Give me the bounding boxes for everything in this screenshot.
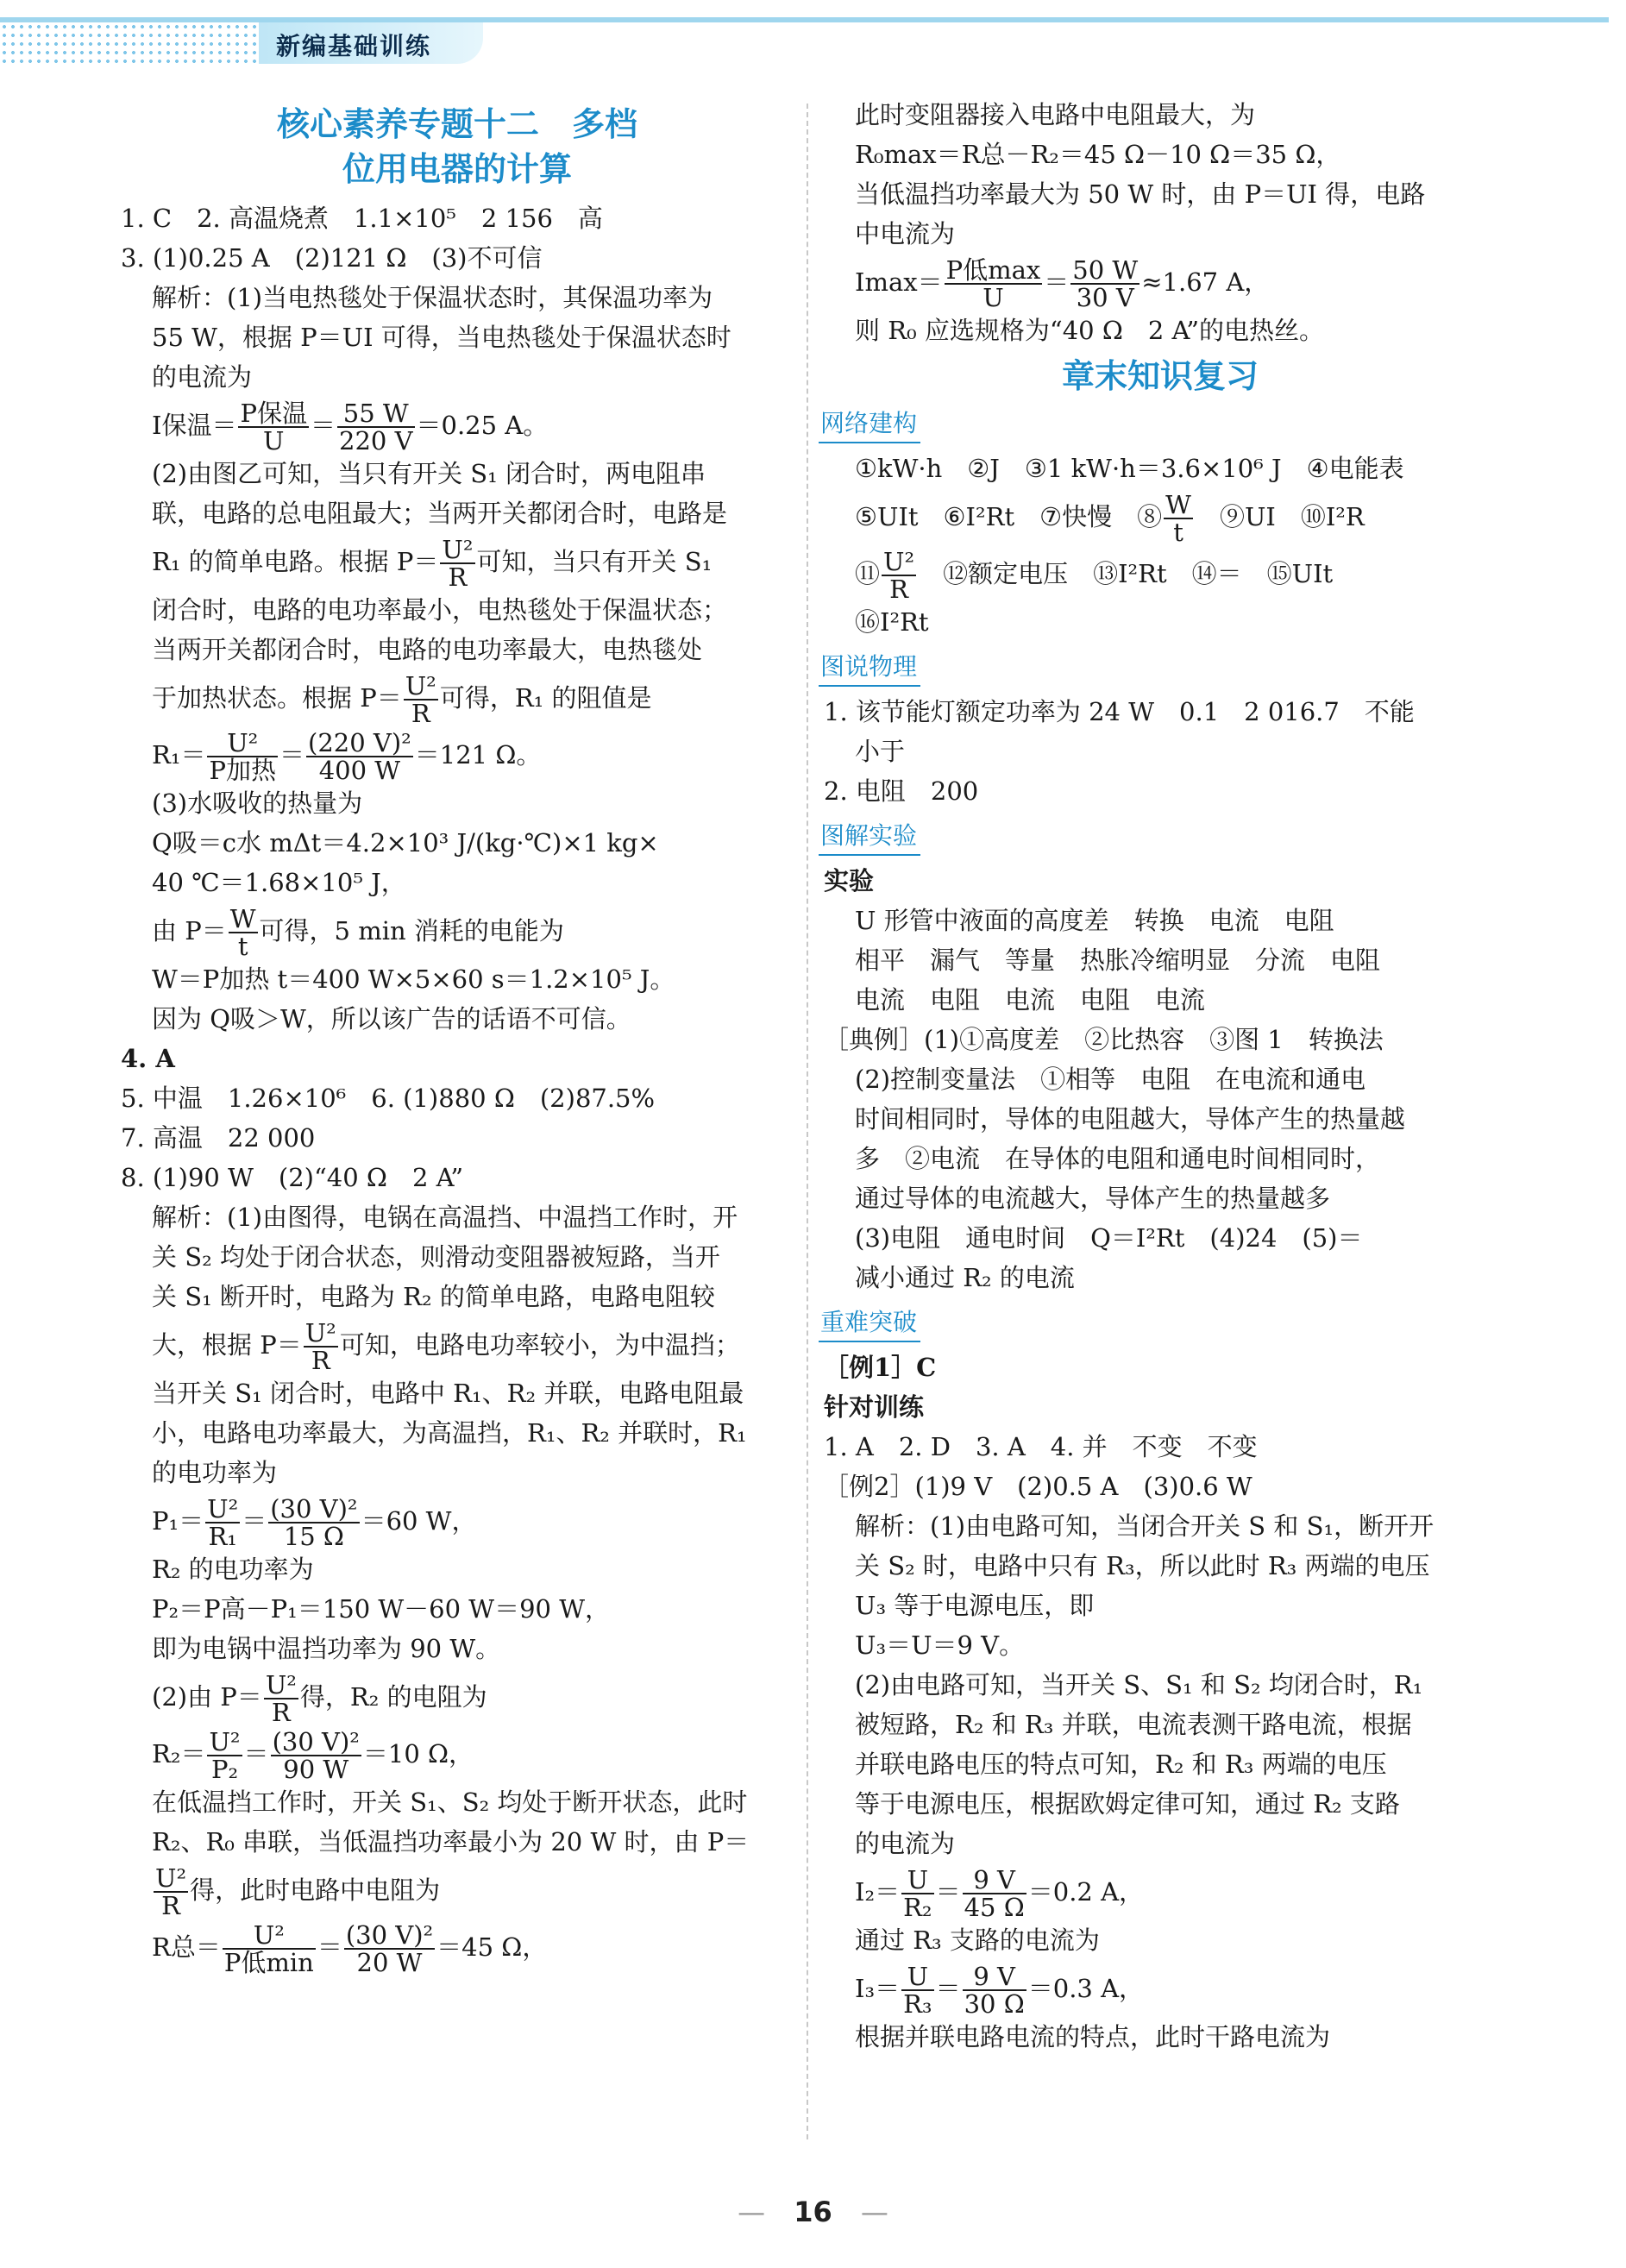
numerator: U² <box>207 1494 239 1524</box>
analysis-line: 解析：(1)由电路可知，当闭合开关 S 和 S₁，断开开 <box>855 1511 1435 1541</box>
formula-text: R₁ 的简单电路。根据 P＝ <box>152 547 439 576</box>
chapter-review-title: 章末知识复习 <box>1061 356 1259 395</box>
numerator: U² <box>207 730 278 757</box>
example-line: 时间相同时，导体的电阻越大，导体产生的热量越 <box>855 1104 1406 1134</box>
fraction <box>207 730 278 783</box>
denominator: R₁ <box>208 1522 237 1551</box>
example-line: (3)电阻 通电时间 Q＝I²Rt (4)24 (5)＝ <box>855 1223 1363 1253</box>
analysis-line: (2)由图乙可知，当只有开关 S₁ 闭合时，两电阻串 <box>152 459 706 488</box>
knowledge-line-with-formula <box>824 545 1497 602</box>
section-illustrated-physics: 图说物理 <box>819 650 920 687</box>
denominator: 30 Ω <box>964 1989 1025 2019</box>
analysis-line: 此时变阻器接入电路中电阻最大，为 <box>855 100 1256 129</box>
numerator: U <box>901 1867 933 1894</box>
numerator: P保温 <box>240 399 307 428</box>
fraction <box>264 1672 298 1725</box>
footer-dash-right: — <box>860 2196 888 2228</box>
analysis-line-with-formula <box>121 1862 794 1919</box>
numerator: U² <box>883 547 915 576</box>
answer-line: 小于 <box>855 737 906 766</box>
formula-i-keep-warm <box>121 397 794 454</box>
answer-line: 3. (1)0.25 A (2)121 Ω (3)不可信 <box>121 243 543 273</box>
numerator: P低max <box>945 255 1041 285</box>
analysis-line: 的电功率为 <box>152 1458 278 1487</box>
answer-line: 相平 漏气 等量 热胀冷缩明显 分流 电阻 <box>855 946 1381 975</box>
topic-title-line-2: 位用电器的计算 <box>342 149 572 188</box>
formula-text: I保温＝ <box>152 411 237 440</box>
numerator: W <box>1165 490 1191 519</box>
analysis-line: 40 ℃＝1.68×10⁵ J， <box>152 868 406 897</box>
numerator: 55 W <box>337 400 415 428</box>
answer-line: 8. (1)90 W (2)“40 Ω 2 A” <box>121 1163 464 1192</box>
formula-i-max: Imax＝ $\frac{\text{P低max}}{U}$ ＝ $\frac{50 W}{30 V}$ ≈1.67 A， <box>855 255 1270 312</box>
answer-line: 1. 该节能灯额定功率为 24 W 0.1 2 016.7 不能 <box>824 697 1415 726</box>
fraction <box>229 906 258 959</box>
formula-text: ⑨UI ⑩I²R <box>1219 502 1365 531</box>
formula-text: ＝0.2 A， <box>1027 1877 1145 1907</box>
knowledge-line-with-formula <box>824 488 1497 545</box>
fraction <box>154 1865 188 1919</box>
numerator: U² <box>405 671 436 701</box>
formula-text: ⑫额定电压 ⑬I²Rt ⑭＝ ⑮UIt <box>918 559 1334 588</box>
formula-i2: I₂＝ $\frac{U}{\text{R₂}}$ ＝ $\frac{9 V}{45 \Omega}$ ＝0.2 A， <box>855 1865 1145 1922</box>
fraction <box>337 400 415 454</box>
formula-text: R₁＝ <box>152 740 206 770</box>
subheading-targeted-training: 针对训练 <box>824 1392 925 1422</box>
denominator: R <box>889 575 908 604</box>
answer-line: 电流 电阻 电流 电阻 电流 <box>855 985 1206 1015</box>
analysis-line: 则 R₀ 应选规格为“40 Ω 2 A”的电热丝。 <box>855 316 1325 345</box>
example-line: 多 ②电流 在导体的电阻和通电时间相同时， <box>855 1144 1381 1173</box>
formula-text: R总＝ <box>152 1932 221 1962</box>
numerator: U² <box>265 1670 297 1699</box>
numerator: 9 V <box>963 1963 1026 1991</box>
formula-text: ＝ <box>310 411 336 440</box>
left-column <box>121 95 794 1976</box>
analysis-line: 根据并联电路电流的特点，此时干路电流为 <box>855 2022 1331 2051</box>
analysis-line: 中电流为 <box>855 219 956 248</box>
formula-text: 可得，5 min 消耗的电能为 <box>259 916 564 946</box>
formula-text: I₂＝ <box>855 1877 901 1907</box>
example-1-answer: ［例1］C <box>824 1353 937 1382</box>
formula-text: ⑤UIt ⑥I²Rt ⑦快慢 ⑧ <box>855 502 1163 531</box>
answer-line: 1. C 2. 高温烧煮 1.1×10⁵ 2 156 高 <box>121 204 603 233</box>
denominator: 30 V <box>1076 283 1134 312</box>
fraction <box>945 257 1043 311</box>
analysis-line-with-formula <box>121 1316 794 1373</box>
answer-line: 4. A <box>121 1044 175 1073</box>
analysis-line: 关 S₁ 断开时，电路为 R₂ 的简单电路，电路电阻较 <box>152 1282 715 1311</box>
topic-title <box>121 102 794 192</box>
analysis-line: 当开关 S₁ 闭合时，电路中 R₁、R₂ 并联，电路电阻最 <box>152 1379 744 1408</box>
formula-text: ＝0.3 A， <box>1027 1974 1145 2003</box>
fraction <box>344 1922 435 1976</box>
answer-line: 7. 高温 22 000 <box>121 1123 316 1153</box>
formula-text: 可知，当只有开关 S₁ <box>476 547 713 576</box>
analysis-line: 的电流为 <box>152 362 253 392</box>
numerator: W <box>229 904 256 933</box>
numerator: U² <box>223 1922 316 1950</box>
numerator: (220 V)² <box>308 728 411 757</box>
formula-r2: R₂＝ $\frac{\text{U²}}{\text{P₂}}$ ＝ $\frac{\text{(30 V)²}}{90 W}$ ＝10 Ω， <box>152 1727 474 1784</box>
denominator: R <box>448 562 468 592</box>
formula-text: ＝0.25 A。 <box>416 411 549 440</box>
formula-r1: R₁＝ $\frac{\text{U²}}{\text{P加热}}$ ＝ $\frac{\text{(220 V)²}}{400 W}$ ＝121 Ω。 <box>152 728 542 785</box>
formula-text: 可知，电路电功率较小，为中温挡； <box>339 1330 740 1360</box>
formula-text: P₁＝ <box>152 1506 204 1536</box>
fraction <box>268 1496 359 1549</box>
example-line: 通过导体的电流越大，导体产生的热量越多 <box>855 1184 1331 1213</box>
section-illustrated-experiment: 图解实验 <box>819 820 920 856</box>
formula-r-total: R总＝ $\frac{\text{U²}}{\text{P低min}}$ ＝ $\frac{\text{(30 V)²}}{20 W}$ ＝45 Ω， <box>152 1920 548 1977</box>
formula-text: 于加热状态。根据 P＝ <box>152 683 402 713</box>
analysis-line: U₃ 等于电源电压，即 <box>855 1591 1095 1620</box>
answer-line: U 形管中液面的高度差 转换 电流 电阻 <box>855 906 1334 935</box>
knowledge-line: ⑯I²Rt <box>855 607 929 637</box>
analysis-line: 因为 Q吸＞W，所以该广告的话语不可信。 <box>152 1004 631 1033</box>
denominator: P加热 <box>209 756 276 785</box>
answer-line: 5. 中温 1.26×10⁶ 6. (1)880 Ω (2)87.5% <box>121 1084 656 1113</box>
formula-text: 可得，R₁ 的阻值是 <box>439 683 652 713</box>
numerator: U <box>901 1963 933 1991</box>
section-key-difficulties: 重难突破 <box>819 1306 920 1342</box>
denominator: t <box>1173 518 1183 547</box>
fraction <box>901 1963 933 2017</box>
analysis-line: 解析：(1)当电热毯处于保温状态时，其保温功率为 <box>152 283 713 312</box>
subheading-experiment: 实验 <box>824 866 875 895</box>
denominator: R <box>311 1346 330 1375</box>
fraction <box>404 673 438 726</box>
analysis-line: P₂＝P高－P₁＝150 W－60 W＝90 W， <box>152 1594 611 1624</box>
analysis-line: 被短路，R₂ 和 R₃ 并联，电流表测干路电流，根据 <box>855 1710 1412 1739</box>
example-line: 减小通过 R₂ 的电流 <box>855 1263 1075 1292</box>
analysis-line: 当低温挡功率最大为 50 W 时，由 P＝UI 得，电路 <box>855 179 1426 209</box>
analysis-line: 即为电锅中温挡功率为 90 W。 <box>152 1634 501 1663</box>
formula-text: I₃＝ <box>855 1974 901 2003</box>
fraction <box>223 1922 316 1976</box>
denominator: P低min <box>223 1948 314 1977</box>
formula-text: 由 P＝ <box>152 916 227 946</box>
page-number: 16 <box>794 2196 832 2228</box>
formula-i3: I₃＝ $\frac{U}{\text{R₃}}$ ＝ $\frac{9 V}{30 \Omega}$ ＝0.3 A， <box>855 1962 1145 2019</box>
formula-text: 得，R₂ 的电阻为 <box>299 1682 487 1712</box>
analysis-line-with-formula <box>121 533 794 590</box>
denominator: 45 Ω <box>964 1893 1025 1922</box>
numerator: U² <box>155 1863 187 1893</box>
fraction <box>205 1496 240 1549</box>
fraction <box>440 537 474 590</box>
denominator: R₂ <box>903 1893 932 1922</box>
example-line: (2)控制变量法 ①相等 电阻 在电流和通电 <box>855 1065 1366 1094</box>
analysis-line-with-formula <box>121 1668 794 1725</box>
analysis-line: R₂、R₀ 串联，当低温挡功率最小为 20 W 时，由 P＝ <box>152 1827 750 1856</box>
analysis-line: W＝P加热 t＝400 W×5×60 s＝1.2×10⁵ J。 <box>152 964 675 994</box>
denominator: 20 W <box>356 1948 423 1977</box>
analysis-line: 等于电源电压，根据欧姆定律可知，通过 R₂ 支路 <box>855 1789 1400 1819</box>
denominator: R <box>411 699 430 728</box>
formula-text: R₂＝ <box>152 1739 206 1769</box>
formula-text: ＝121 Ω。 <box>414 740 542 770</box>
analysis-line: 通过 R₃ 支路的电流为 <box>855 1926 1100 1955</box>
fraction <box>1070 257 1139 311</box>
analysis-line: (2)由电路可知，当开关 S、S₁ 和 S₂ 均闭合时，R₁ <box>855 1670 1423 1699</box>
analysis-line: 关 S₂ 时，电路中只有 R₃，所以此时 R₃ 两端的电压 <box>855 1551 1430 1580</box>
analysis-line: 当两开关都闭合时，电路的电功率最大，电热毯处 <box>152 635 703 664</box>
fraction <box>963 1867 1026 1920</box>
denominator: U <box>263 426 285 455</box>
analysis-line: Q吸＝c水 mΔt＝4.2×10³ J/(kg·℃)×1 kg× <box>152 828 659 858</box>
analysis-line: R₀max＝R总－R₂＝45 Ω－10 Ω＝35 Ω， <box>855 140 1341 169</box>
fraction <box>207 1729 242 1782</box>
analysis-line: (3)水吸收的热量为 <box>152 788 363 818</box>
fraction <box>238 400 309 454</box>
header-title: 新编基础训练 <box>276 32 432 60</box>
denominator: 90 W <box>283 1755 349 1784</box>
numerator: (30 V)² <box>270 1494 358 1524</box>
example-line: ［典例］(1)①高度差 ②比热容 ③图 1 转换法 <box>824 1025 1384 1054</box>
footer-dash-left: — <box>738 2196 766 2228</box>
section-network-construction: 网络建构 <box>819 407 920 443</box>
numerator: U² <box>209 1727 241 1756</box>
answer-line: 2. 电阻 200 <box>824 776 979 806</box>
denominator: R₃ <box>903 1989 932 2019</box>
page-footer <box>0 2196 1626 2228</box>
analysis-line: 55 W，根据 P＝UI 可得，当电热毯处于保温状态时 <box>152 323 731 352</box>
numerator: 9 V <box>963 1867 1026 1894</box>
formula-text: Imax＝ <box>855 267 943 297</box>
fraction <box>963 1963 1026 2017</box>
fraction <box>306 730 413 783</box>
fraction <box>271 1729 361 1782</box>
formula-text: ＝10 Ω， <box>362 1739 474 1769</box>
analysis-line: 小，电路电功率最大，为高温挡，R₁、R₂ 并联时，R₁ <box>152 1418 747 1448</box>
page-header <box>0 0 1626 69</box>
fraction <box>1164 492 1193 545</box>
denominator: R <box>161 1891 180 1920</box>
denominator: 15 Ω <box>283 1522 344 1551</box>
numerator: (30 V)² <box>345 1920 434 1950</box>
formula-text: ⑪ <box>855 559 881 588</box>
numerator: U² <box>304 1318 336 1348</box>
answer-line: 1. A 2. D 3. A 4. 并 不变 不变 <box>824 1432 1258 1461</box>
analysis-line: U₃＝U＝9 V。 <box>855 1630 1025 1660</box>
denominator: R <box>271 1698 291 1727</box>
column-divider <box>807 104 808 2139</box>
denominator: t <box>237 932 248 961</box>
numerator: (30 V)² <box>272 1727 360 1756</box>
formula-p1: P₁＝ $\frac{\text{U²}}{\text{R₁}}$ ＝ $\frac{\text{(30 V)²}}{15 \Omega}$ ＝60 W， <box>152 1494 477 1551</box>
analysis-line: R₂ 的电功率为 <box>152 1555 314 1584</box>
fraction <box>882 549 916 602</box>
denominator: 220 V <box>339 426 413 455</box>
analysis-line: 在低温挡工作时，开关 S₁、S₂ 均处于断开状态，此时 <box>152 1787 748 1817</box>
right-column <box>820 95 1497 2057</box>
analysis-line: 的电流为 <box>855 1829 956 1858</box>
denominator: 400 W <box>318 756 401 785</box>
denominator: U <box>983 283 1004 312</box>
analysis-line-with-formula <box>121 902 794 959</box>
example-2-answer: ［例2］(1)9 V (2)0.5 A (3)0.6 W <box>824 1472 1252 1501</box>
analysis-line-with-formula <box>121 669 794 726</box>
formula-text: ＝60 W， <box>361 1506 477 1536</box>
analysis-line: 闭合时，电路的电功率最小，电热毯处于保温状态； <box>152 595 728 625</box>
numerator: 50 W <box>1072 255 1139 285</box>
denominator: P₂ <box>210 1755 239 1784</box>
formula-text: (2)由 P＝ <box>152 1682 262 1712</box>
numerator: U² <box>442 535 474 564</box>
fraction <box>901 1867 933 1920</box>
formula-text: ≈1.67 A， <box>1141 267 1270 297</box>
analysis-line: 关 S₂ 均处于闭合状态，则滑动变阻器被短路，当开 <box>152 1242 720 1272</box>
formula-text: 大，根据 P＝ <box>152 1330 302 1360</box>
analysis-line: 并联电路电压的特点可知，R₂ 和 R₃ 两端的电压 <box>855 1750 1387 1779</box>
analysis-line: 解析：(1)由图得，电锅在高温挡、中温挡工作时，开 <box>152 1203 738 1232</box>
knowledge-line: ①kW·h ②J ③1 kW·h＝3.6×10⁶ J ④电能表 <box>855 454 1404 483</box>
topic-title-line-1: 核心素养专题十二 多档 <box>276 104 637 143</box>
formula-text: ＝45 Ω， <box>436 1932 548 1962</box>
fraction <box>304 1320 338 1373</box>
formula-text: 得，此时电路中电阻为 <box>190 1875 441 1905</box>
analysis-line: 联，电路的总电阻最大；当两开关都闭合时，电路是 <box>152 499 728 528</box>
header-dot-pattern <box>0 22 259 64</box>
